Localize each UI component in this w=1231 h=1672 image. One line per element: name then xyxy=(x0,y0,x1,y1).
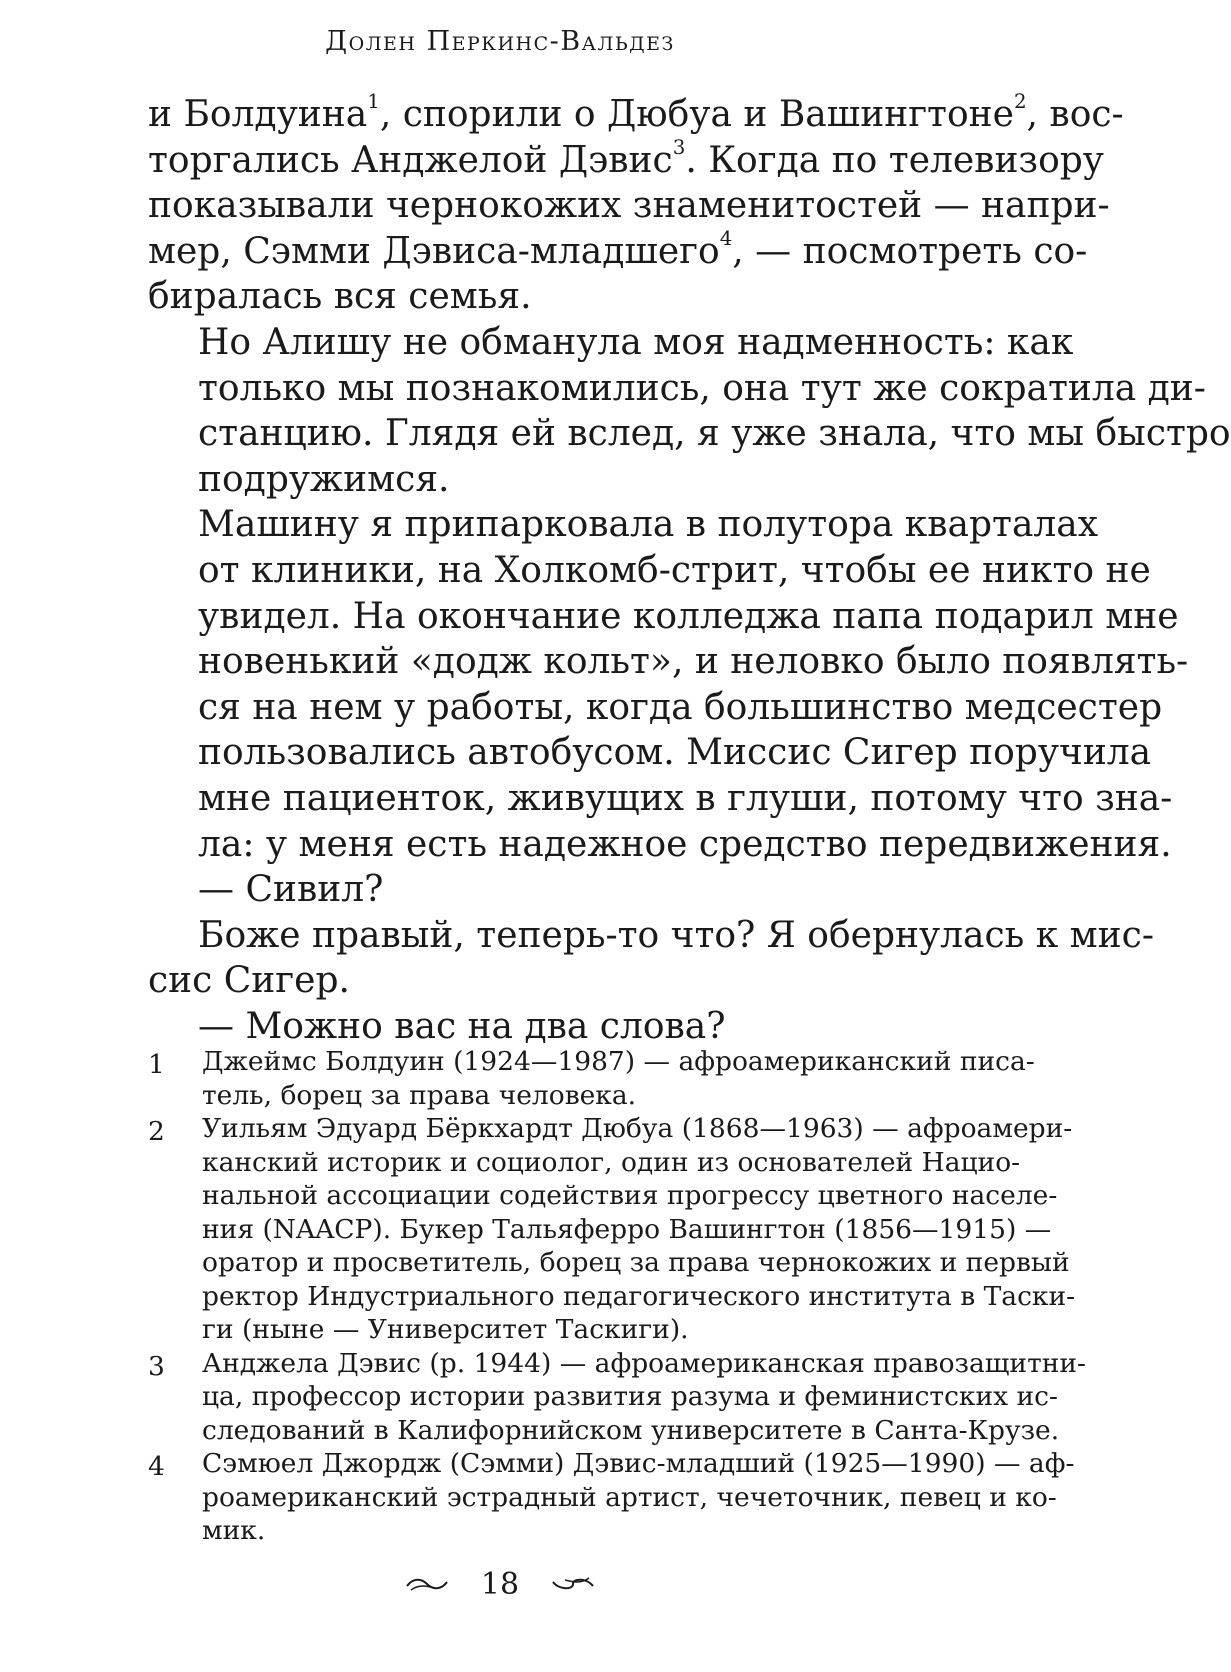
footnote-number: 3 xyxy=(148,1350,165,1382)
footnote-line: оратор и просветитель, борец за права чернокожих и первый xyxy=(202,1247,1070,1278)
footnote-line: Анджела Дэвис (р. 1944) — афроамериканская правозащитни- xyxy=(202,1347,1087,1379)
text-line: станцию. Глядя ей вслед, я уже знала, что мы быстро xyxy=(198,413,1231,455)
paragraph-4 xyxy=(148,867,972,913)
paragraph-1 xyxy=(148,90,1124,320)
text-line: ла: у меня есть надежное средство передвижения. xyxy=(198,823,1172,865)
footnote-line: Уильям Эдуард Бёркхардт Дюбуа (1868—1963) — афроамери- xyxy=(202,1113,1073,1144)
paragraph-3 xyxy=(148,502,1189,867)
footnote-line: нальной ассоциации содействия прогрессу цветного населе- xyxy=(202,1180,1058,1211)
running-head: Долен Перкинс-Вальдез xyxy=(325,26,675,57)
text-line: новенький «додж кольт», и неловко было появлять- xyxy=(198,641,1189,683)
footnote-line: ги (ныне — Университет Таскиги). xyxy=(202,1314,689,1345)
footnote-ref: 2 xyxy=(1013,90,1027,114)
footnote-number: 1 xyxy=(148,1049,165,1080)
text-line: подружимся. xyxy=(198,458,450,500)
folio xyxy=(0,1565,1000,1602)
text-line: сис Сигер. xyxy=(148,960,350,1002)
text-line: Машину я припарковала в полутора кварталах xyxy=(198,504,1099,546)
text-line: биралась вся семья. xyxy=(148,276,532,318)
text-line: мне пациенток, живущих в глуши, потому что зна- xyxy=(198,777,1173,819)
paragraph-6 xyxy=(148,1004,972,1050)
left-flourish-icon xyxy=(405,1567,449,1602)
text-line: увидел. На окончание колледжа папа подарил мне xyxy=(198,595,1179,637)
footnote-3 xyxy=(148,1347,1087,1448)
footnote-4 xyxy=(148,1447,1075,1548)
footnote-ref: 1 xyxy=(367,90,380,114)
main-text xyxy=(148,90,1231,1049)
text-line: только мы познакомились, она тут же сократила ди- xyxy=(198,367,1206,409)
text-line: пользовались автобусом. Миссис Сигер поручила xyxy=(198,732,1152,774)
footnote-ref: 3 xyxy=(672,135,686,159)
right-flourish-icon xyxy=(551,1567,595,1602)
text-line: Но Алишу не обманула моя надменность: как xyxy=(198,321,1074,363)
footnote-line: тель, борец за права человека. xyxy=(202,1079,637,1111)
footnote-1 xyxy=(148,1045,1035,1112)
text-line: и Болдуина$^1$, спорили о Дюбуа и Вашингтоне$^2$, вос- xyxy=(148,90,1124,135)
text-line: — Сивил? xyxy=(198,869,384,911)
footnote-number: 4 xyxy=(148,1451,165,1482)
footnote-line: роамериканский эстрадный артист, чечеточник, певец и ко- xyxy=(202,1481,1057,1513)
footnote-line: ния (NAACP). Букер Тальяферро Вашингтон (1856—1915) — xyxy=(202,1213,1052,1245)
footnote-number: 2 xyxy=(148,1116,165,1147)
footnote-line: мик. xyxy=(202,1515,266,1546)
footnote-line: ректор Индустриального педагогического института в Таски- xyxy=(202,1280,1076,1312)
footnotes xyxy=(148,1045,1087,1548)
text-line: — Можно вас на два слова? xyxy=(198,1005,726,1047)
footnote-line: Сэмюел Джордж (Сэмми) Дэвис-младший (1925—1990) — аф- xyxy=(202,1448,1075,1479)
text-line: ся на нем у работы, когда большинство медсестер xyxy=(198,686,1163,728)
footnote-line: канский историк и социолог, один из основателей Нацио- xyxy=(202,1146,1021,1178)
paragraph-5 xyxy=(148,913,1154,1004)
footnote-ref: 4 xyxy=(719,226,733,250)
text-line: мер, Сэмми Дэвиса-младшего$^4$, — посмотреть со- xyxy=(148,226,1088,272)
footnote-line: следований в Калифорнийском университете в Санта-Крузе. xyxy=(202,1414,1060,1446)
text-line: показывали чернокожих знаменитостей — напри- xyxy=(148,185,1110,227)
footnote-line: Джеймс Болдуин (1924—1987) — афроамериканский писа- xyxy=(202,1046,1035,1077)
footnote-line: ца, профессор истории развития разума и феминистских ис- xyxy=(202,1381,1058,1412)
page-number: 18 xyxy=(480,1566,520,1602)
paragraph-2 xyxy=(148,320,1231,502)
text-line: торгались Анджелой Дэвис$^3$. Когда по телевизору xyxy=(148,135,1104,181)
footnote-2 xyxy=(148,1112,1076,1347)
text-line: Боже правый, теперь-то что? Я обернулась к мис- xyxy=(198,914,1154,956)
text-line: от клиники, на Холкомб-стрит, чтобы ее никто не xyxy=(198,549,1151,591)
